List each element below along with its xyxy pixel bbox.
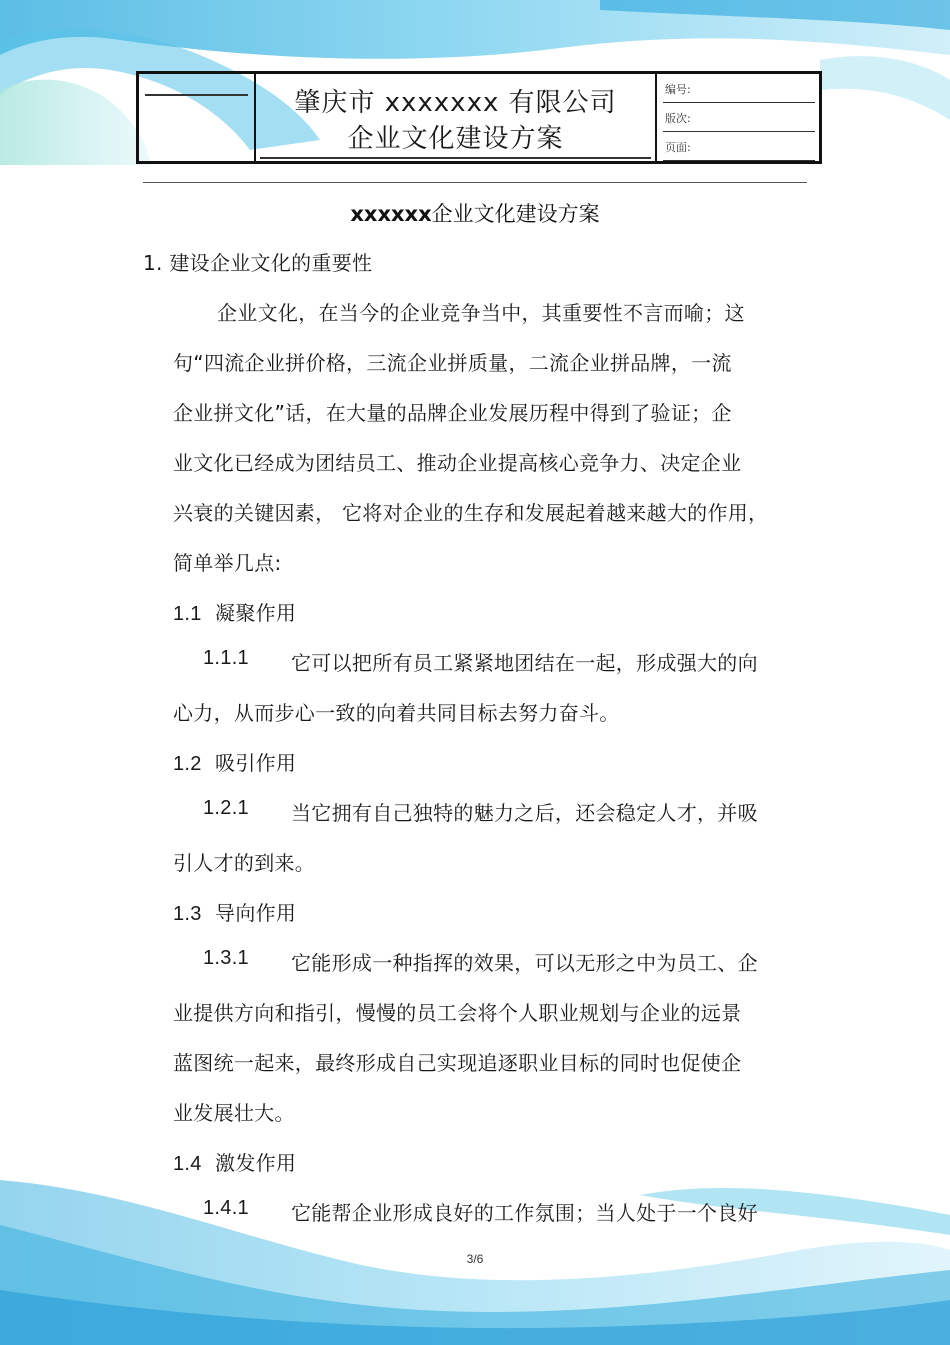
paragraph-line: 蓝图统一起来，最终形成自己实现追逐职业目标的同时也促使企 [173,1051,742,1075]
page-number: 3/6 [466,1252,484,1266]
header-fields-cell [657,74,819,161]
item-number: 1.2.1 [203,797,249,819]
header-title-cell [256,74,657,161]
subsection-heading [173,897,296,926]
subsection-title: 凝聚作用 [215,601,297,625]
paragraph-line: 引人才的到来。 [173,851,316,875]
document-title-text: 企业文化建设方案 [431,202,600,226]
header-field-page: 页面: [663,132,815,161]
paragraph-line: 业发展壮大。 [173,1101,295,1125]
paragraph-line: 兴衰的关键因素， 它将对企业的生存和发展起着越来越大的作用， [173,501,769,525]
paragraph-line: 企业拼文化”话，在大量的品牌企业发展历程中得到了验证；企 [173,401,732,425]
header-company-name: 肇庆市 xxxxxxx 有限公司 [294,88,617,118]
subsection-heading [173,747,296,776]
subsection-heading [173,1147,296,1176]
paragraph-line: 企业文化，在当今的企业竞争当中，其重要性不言而喻；这 [217,301,745,325]
paragraph-line: 简单举几点: [173,551,282,575]
header-logo-cell [139,74,256,161]
subsection-heading [173,597,296,626]
paragraph-line: 它能帮企业形成良好的工作氛围；当人处于一个良好 [291,1201,758,1225]
document-title [0,198,950,228]
section-heading: 1. 建设企业文化的重要性 [143,251,373,275]
item-number: 1.3.1 [203,947,249,969]
paragraph-line: 业文化已经成为团结员工、推动企业提高核心竞争力、决定企业 [173,451,742,475]
item-number: 1.4.1 [203,1197,249,1219]
subsection-title: 激发作用 [215,1151,297,1175]
paragraph-line: 心力，从而步心一致的向着共同目标去努力奋斗。 [173,701,620,725]
paragraph-line: 它能形成一种指挥的效果，可以无形之中为员工、企 [291,951,758,975]
paragraph-line: 业提供方向和指引，慢慢的员工会将个人职业规划与企业的远景 [173,1001,742,1025]
header-table [136,71,822,164]
subsection-number: 1.3 [173,903,202,925]
subsection-title: 吸引作用 [215,751,297,775]
paragraph-line: 句“四流企业拼价格，三流企业拼质量，二流企业拼品牌，一流 [173,351,732,375]
header-divider [143,182,807,183]
subsection-number: 1.1 [173,603,202,625]
header-field-number: 编号: [663,74,815,103]
document-title-prefix: xxxxxx [350,202,432,226]
header-field-version: 版次: [663,103,815,132]
header-document-name: 企业文化建设方案 [347,124,564,154]
paragraph-line: 它可以把所有员工紧紧地团结在一起，形成强大的向 [291,651,758,675]
subsection-number: 1.2 [173,753,202,775]
subsection-title: 导向作用 [215,901,297,925]
item-number: 1.1.1 [203,647,249,669]
subsection-number: 1.4 [173,1153,202,1175]
paragraph-line: 当它拥有自己独特的魅力之后，还会稳定人才，并吸 [291,801,758,825]
